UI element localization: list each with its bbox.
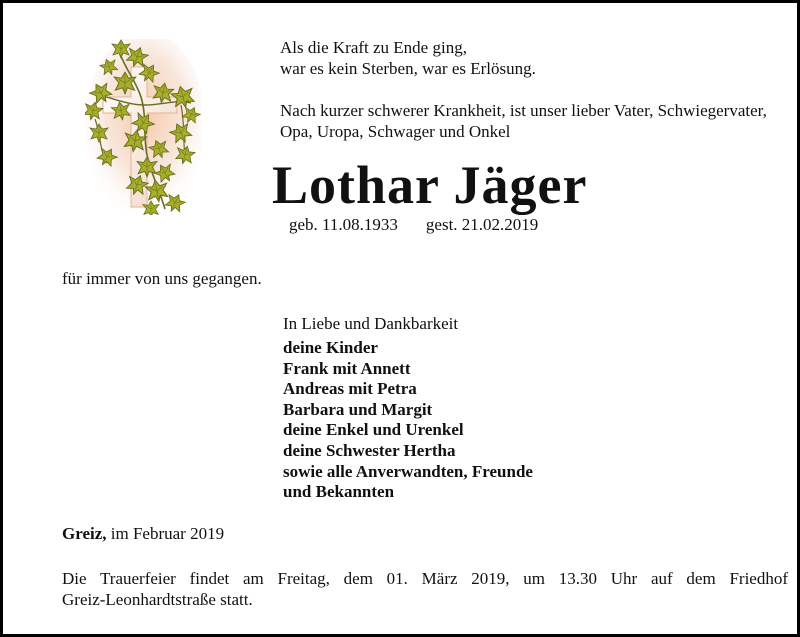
intro-line-2: Opa, Uropa, Schwager und Onkel xyxy=(280,122,511,141)
mourner-line: Frank mit Annett xyxy=(283,358,411,378)
motto-verse xyxy=(280,37,536,79)
mourner-line: deine Kinder xyxy=(283,338,378,357)
intro-text xyxy=(280,100,767,142)
motto-line-2: war es kein Sterben, war es Erlösung. xyxy=(280,59,536,78)
deceased-name: Lothar Jäger xyxy=(272,155,588,215)
mourners-list xyxy=(283,338,533,503)
mourner-line: deine Enkel und Urenkel xyxy=(283,420,464,440)
mourner-line: Andreas mit Petra xyxy=(283,379,417,399)
funeral-line-2: Greiz-Leonhardtstraße statt. xyxy=(62,590,253,609)
closing-line: für immer von uns gegangen. xyxy=(62,269,262,288)
mourner-line: und Bekannten xyxy=(283,482,395,502)
funeral-line-1: Die Trauerfeier findet am Freitag, dem 01. März 2019, um 13.30 Uhr auf dem Friedhof xyxy=(62,569,788,588)
dedication-line: In Liebe und Dankbarkeit xyxy=(283,314,459,333)
life-dates xyxy=(289,214,538,235)
mourner-line: sowie alle Anverwandten, Freunde xyxy=(283,461,533,481)
mourner-line: Barbara und Margit xyxy=(283,399,433,419)
mourner-line: deine Schwester Hertha xyxy=(283,440,456,460)
place-and-date xyxy=(62,523,224,544)
motto-line-1: Als die Kraft zu Ende ging, xyxy=(280,38,467,57)
place-city: Greiz, xyxy=(62,524,107,543)
place-date: im Februar 2019 xyxy=(110,524,225,543)
birth-date: geb. 11.08.1933 xyxy=(289,215,398,234)
intro-line-1: Nach kurzer schwerer Krankheit, ist unser lieber Vater, Schwiegervater, xyxy=(280,101,767,120)
death-date: gest. 21.02.2019 xyxy=(425,215,539,234)
cross-with-ivy-icon xyxy=(85,39,201,215)
funeral-announcement xyxy=(62,568,788,610)
